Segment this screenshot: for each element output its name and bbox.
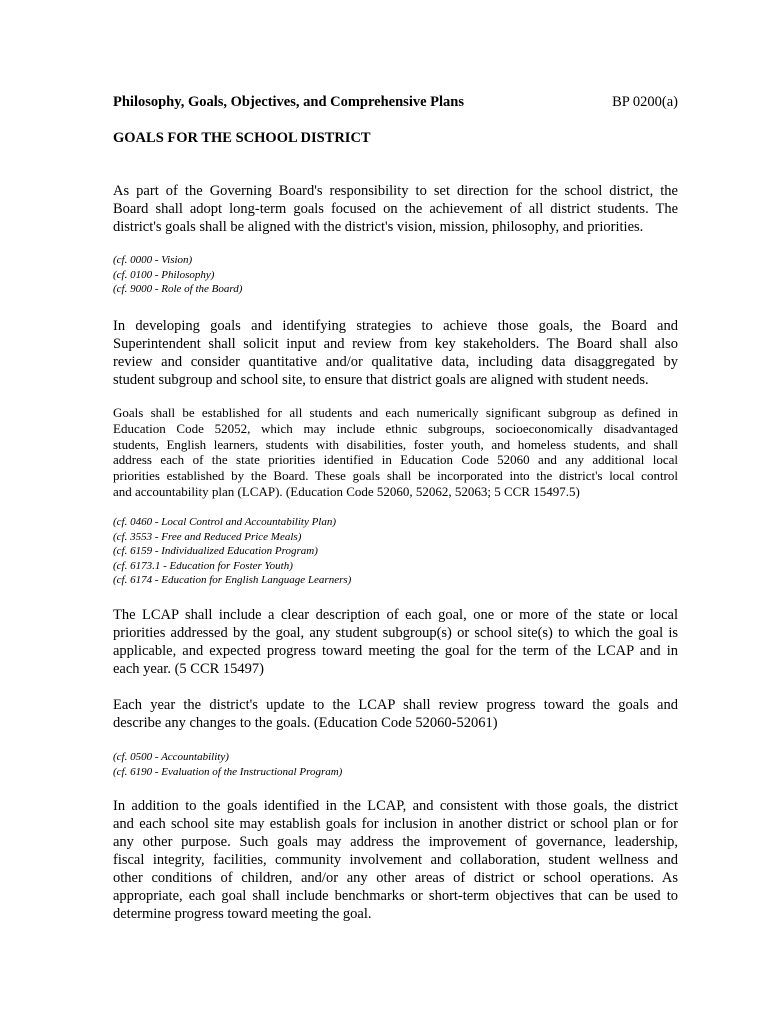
cross-reference: (cf. 0000 - Vision) <box>113 254 193 266</box>
paragraph-additional-goals <box>113 797 678 923</box>
text-line: and each school site may establish goals for inclusion in another district or school plan or for <box>113 816 678 832</box>
text-line: and accountability plan (LCAP). (Education Code 52060, 52062, 52063; 5 CCR 15497.5) <box>113 483 580 499</box>
cross-reference: (cf. 9000 - Role of the Board) <box>113 283 243 296</box>
policy-reference: BP 0200(a) <box>612 94 678 110</box>
cross-reference: (cf. 3553 - Free and Reduced Price Meals) <box>113 530 302 543</box>
paragraph-lcap-update <box>113 696 678 732</box>
paragraph-goals-established <box>113 405 678 500</box>
policy-title: Philosophy, Goals, Objectives, and Comprehensive Plans <box>113 94 464 110</box>
paragraph-board-responsibility <box>113 182 678 236</box>
text-line: address each of the state priorities identified in Education Code 52060 and any additional local <box>113 452 678 468</box>
text-line: In addition to the goals identified in the LCAP, and consistent with those goals, the district <box>113 798 678 814</box>
text-line: students, English learners, students with disabilities, foster youth, and homeless students, and shall <box>113 436 678 452</box>
text-line: student subgroup and school site, to ensure that district goals are aligned with student needs. <box>113 372 649 388</box>
text-line: each year. (5 CCR 15497) <box>113 661 265 677</box>
text-line: any other purpose. Such goals may address the improvement of governance, leadership, <box>113 834 678 850</box>
cross-reference: (cf. 0500 - Accountability) <box>113 751 229 763</box>
text-line: describe any changes to the goals. (Education Code 52060-52061) <box>113 715 498 731</box>
cross-reference: (cf. 0100 - Philosophy) <box>113 268 215 281</box>
text-line: Superintendent shall solicit input and review from key stakeholders. The Board shall also <box>113 336 678 352</box>
text-line: As part of the Governing Board's responsibility to set direction for the school district, the <box>113 183 678 199</box>
text-line: district's goals shall be aligned with the district's vision, mission, philosophy, and priorities. <box>113 219 644 235</box>
text-line: appropriate, each goal shall include benchmarks or short-term objectives that can be used to <box>113 888 678 904</box>
cross-reference-list <box>113 750 678 779</box>
cross-reference: (cf. 6173.1 - Education for Foster Youth) <box>113 559 293 572</box>
text-line: priorities established by the Board. These goals shall be incorporated into the district's local control <box>113 468 678 484</box>
text-line: determine progress toward meeting the goal. <box>113 906 372 922</box>
section-title: GOALS FOR THE SCHOOL DISTRICT <box>113 130 371 146</box>
text-line: The LCAP shall include a clear description of each goal, one or more of the state or local <box>113 607 678 623</box>
cross-reference: (cf. 6190 - Evaluation of the Instructional Program) <box>113 765 343 778</box>
text-line: In developing goals and identifying strategies to achieve those goals, the Board and <box>113 318 678 334</box>
cross-reference: (cf. 6174 - Education for English Language Learners) <box>113 574 352 587</box>
text-line: Goals shall be established for all students and each numerically significant subgroup as defined in <box>113 405 678 420</box>
text-line: applicable, and expected progress toward meeting the goal for the term of the LCAP and in <box>113 643 678 659</box>
text-line: Education Code 52052, which may include ethnic subgroups, socioeconomically disadvantaged <box>113 420 678 436</box>
text-line: other conditions of children, and/or any other areas of district or school operations. As <box>113 870 678 886</box>
text-line: fiscal integrity, facilities, community involvement and collaboration, student wellness and <box>113 852 678 868</box>
cross-reference-list <box>113 515 678 588</box>
paragraph-developing-goals <box>113 317 678 389</box>
text-line: review and consider quantitative and/or qualitative data, including data disaggregated by <box>113 354 678 370</box>
paragraph-lcap-description <box>113 606 678 678</box>
text-line: Board shall adopt long-term goals focused on the achievement of all district students. The <box>113 201 678 217</box>
page-header <box>113 92 678 112</box>
text-line: priorities addressed by the goal, any student subgroup(s) or school site(s) to which the goal is <box>113 625 678 641</box>
cross-reference: (cf. 0460 - Local Control and Accountability Plan) <box>113 516 337 528</box>
cross-reference: (cf. 6159 - Individualized Education Program) <box>113 545 318 558</box>
cross-reference-list <box>113 253 678 297</box>
text-line: Each year the district's update to the LCAP shall review progress toward the goals and <box>113 697 678 713</box>
